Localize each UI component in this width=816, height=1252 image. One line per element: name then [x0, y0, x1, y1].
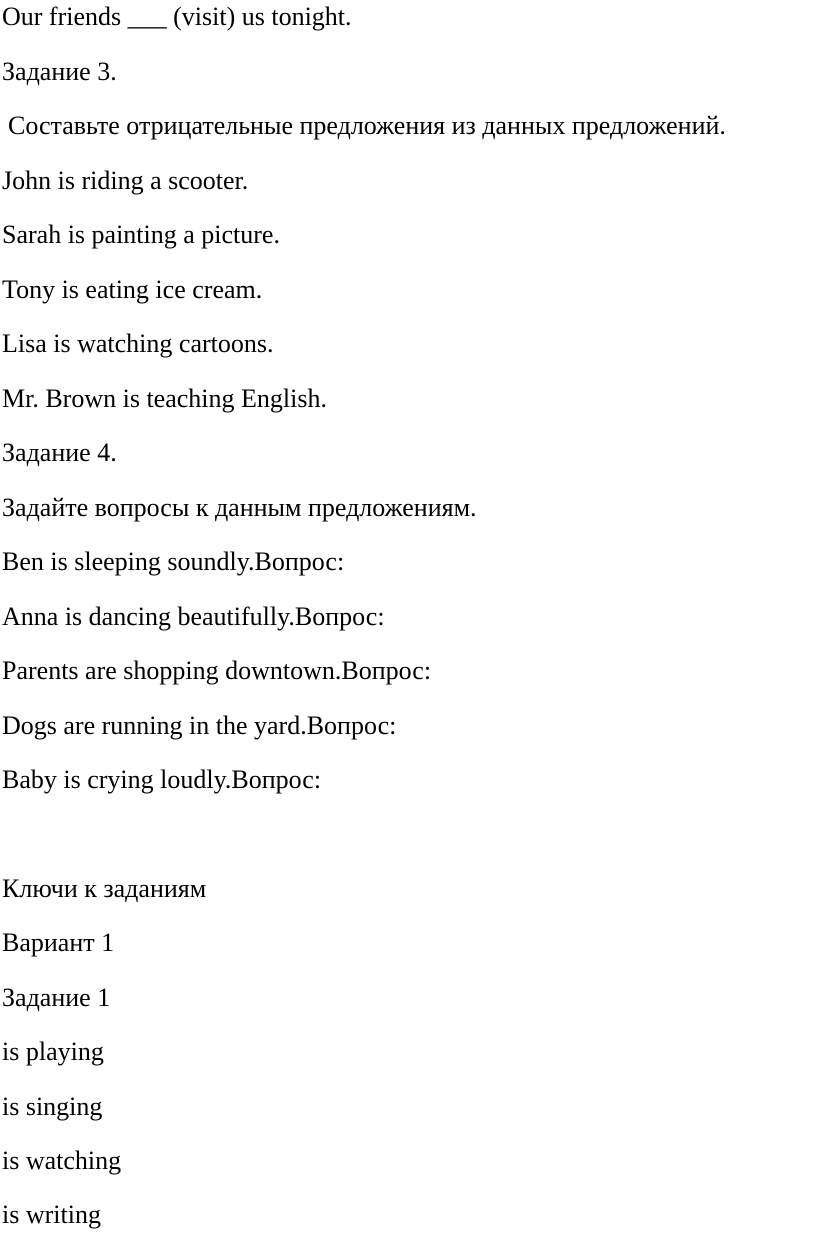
exercise-sentence: Our friends ___ (visit) us tonight.	[2, 2, 352, 31]
answer-item: is singing	[2, 1092, 103, 1121]
task-4-item: Anna is dancing beautifully.Вопрос:	[2, 602, 385, 631]
task-4-item: Parents are shopping downtown.Вопрос:	[2, 656, 432, 685]
task-3-heading: Задание 3.	[2, 57, 117, 86]
task-4-item: Baby is crying loudly.Вопрос:	[2, 765, 322, 794]
task-3-item: Tony is eating ice cream.	[2, 275, 263, 304]
task-4-instruction: Задайте вопросы к данным предложениям.	[2, 493, 477, 522]
answer-keys-heading: Ключи к заданиям	[2, 874, 207, 903]
task-3-item: John is riding a scooter.	[2, 166, 249, 195]
answer-item: is watching	[2, 1146, 122, 1175]
task-4-item: Ben is sleeping soundly.Вопрос:	[2, 547, 345, 576]
answer-item: is playing	[2, 1037, 104, 1066]
task-3-item: Mr. Brown is teaching English.	[2, 384, 327, 413]
task-3-instruction: Составьте отрицательные предложения из данных предложений.	[8, 111, 726, 140]
keys-task-1-heading: Задание 1	[2, 983, 111, 1012]
variant-label: Вариант 1	[2, 928, 115, 957]
task-3-item: Sarah is painting a picture.	[2, 220, 280, 249]
task-4-item: Dogs are running in the yard.Вопрос:	[2, 711, 397, 740]
answer-item: is writing	[2, 1200, 101, 1229]
task-4-heading: Задание 4.	[2, 438, 117, 467]
task-3-item: Lisa is watching cartoons.	[2, 329, 274, 358]
